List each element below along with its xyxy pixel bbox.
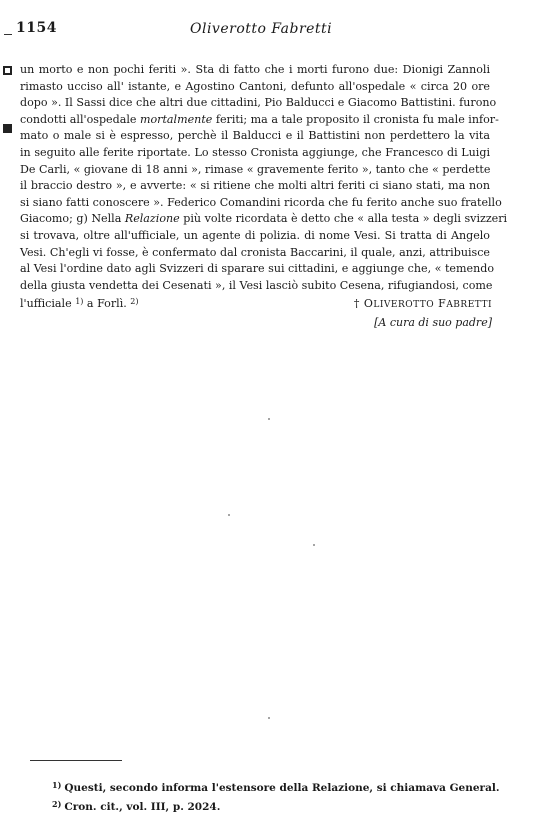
footnotes <box>52 778 500 815</box>
margin-square-mark-icon <box>3 66 12 75</box>
text-line: rimasto ucciso all' istante, e Agostino Cantoni, defunto all'ospedale « circa 20 ore <box>20 79 490 93</box>
footnote-text: Cron. cit., vol. III, p. 2024. <box>64 800 221 813</box>
page-number: 1154 <box>16 20 57 36</box>
margin-block-mark-icon <box>3 124 12 133</box>
running-title: Oliverotto Fabretti <box>190 21 333 37</box>
scan-speck <box>228 514 230 516</box>
text-line: della giusta vendetta dei Cesenati », il Vesi lasciò subito Cesena, rifugiandosi, come <box>20 278 493 292</box>
signature-block <box>292 295 492 331</box>
text-line: il braccio destro », e avverte: « si ritiene che molti altri feriti ci siano stati, ma non <box>20 179 490 193</box>
text-line: un morto e non pochi feriti ». Sta di fatto che i morti furono due: Dionigi Zannoli <box>20 63 490 76</box>
footnote-rule <box>30 760 122 761</box>
text-line: in seguito alle ferite riportate. Lo stesso Cronista aggiunge, che Francesco di Luigi <box>20 145 490 159</box>
body-paragraph <box>20 62 508 313</box>
footnote-text: Questi, secondo informa l'estensore della Relazione, si chiamava General. <box>64 782 500 794</box>
text-line: condotti all'ospedale mortalmente feriti; ma a tale proposito il cronista fu male infor- <box>20 112 499 126</box>
footnote-mark: 2) <box>52 798 62 809</box>
scan-speck <box>313 544 315 546</box>
text-line: mato o male si è espresso, perchè il Balducci e il Battistini non perdettero la vita <box>20 129 490 143</box>
italic-term: Relazione <box>124 212 180 226</box>
footnote-item <box>52 778 500 797</box>
text-line: dopo ». Il Sassi dice che altri due cittadini, Pio Balducci e Giacomo Battistini. furono <box>20 96 497 110</box>
footnote-item <box>52 797 492 816</box>
scan-speck <box>268 418 270 420</box>
text-line: De Carli, « giovane di 18 anni », rimase « gravemente ferito », tanto che « perdette <box>20 162 491 176</box>
italic-term: mortalmente <box>139 112 213 126</box>
dagger-icon: † <box>353 297 360 310</box>
text-line: l'ufficiale $^{1)}$ a Forlì. $^{2)}$ <box>20 297 139 311</box>
scan-speck <box>268 717 270 719</box>
text-line: Giacomo; g) Nella Relazione più volte ricordata è detto che « alla testa » degli svizzeri <box>20 212 508 226</box>
text-line: al Vesi l'ordine dato agli Svizzeri di sparare sui cittadini, e aggiunge che, « temendo <box>20 262 495 276</box>
author-name: OLIVEROTTO FABRETTI <box>363 297 492 310</box>
text-line: si trovava, oltre all'ufficiale, un agente di polizia. di nome Vesi. Si tratta di Angelo <box>20 228 490 242</box>
text-line: Vesi. Ch'egli vi fosse, è confermato dal cronista Baccarini, il quale, anzi, attribuisce <box>20 245 490 259</box>
footnote-ref[interactable]: 1) <box>75 297 84 307</box>
footnote-mark: 1) <box>52 780 62 790</box>
editorial-note: [A cura di suo padre] <box>374 316 492 329</box>
text-line: si siano fatti conoscere ». Federico Comandini ricorda che fu ferito anche suo fratello <box>20 195 502 209</box>
author-signature <box>292 295 492 314</box>
footnote-ref[interactable]: 2) <box>130 297 139 307</box>
